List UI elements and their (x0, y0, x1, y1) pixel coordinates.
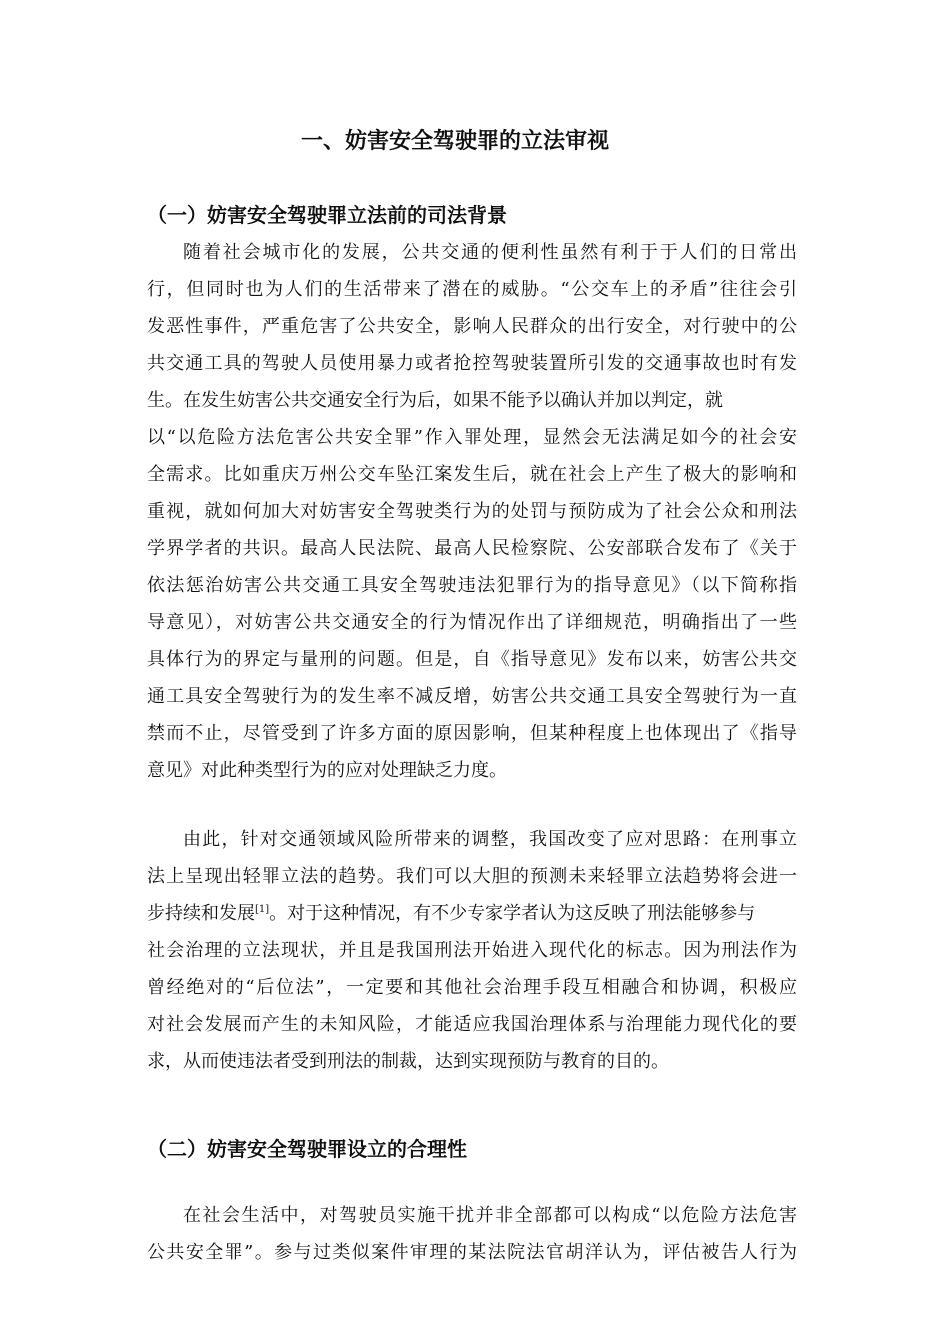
paragraph-line: 社会治理的立法现状，并且是我国刑法开始进入现代化的标志。因为刑法作为 (147, 940, 797, 961)
page-title: 一、妨害安全驾驶罪的立法审视 (300, 129, 609, 154)
paragraph-line: 曾经绝对的“后位法”，一定要和其他社会治理手段互相融合和协调，积极应 (147, 977, 797, 998)
paragraph-line: 由此，针对交通领域风险所带来的调整，我国改变了应对思路：在刑事立 (183, 829, 797, 850)
paragraph-line: 随着社会城市化的发展，公共交通的便利性虽然有利于于人们的日常出 (183, 242, 797, 263)
paragraph-line: 具体行为的界定与量刑的问题。但是，自《指导意见》发布以来，妨害公共交 (147, 649, 797, 670)
paragraph-line: 公共安全罪”。参与过类似案件审理的某法院法官胡洋认为，评估被告人行为 (147, 1242, 797, 1263)
text-span: 步持续和发展 (147, 903, 255, 924)
paragraph-line: 共交通工具的驾驶人员使用暴力或者抢控驾驶装置所引发的交通事故也时有发 (147, 353, 797, 374)
paragraph-line: 行，但同时也为人们的生活带来了潜在的威胁。“公交车上的矛盾”往往会引 (147, 279, 797, 300)
paragraph-line: 导意见），对妨害公共交通安全的行为情况作出了详细规范，明确指出了一些 (147, 612, 797, 633)
paragraph-line: 重视，就如何加大对妨害安全驾驶类行为的处罚与预防成为了社会公众和刑法 (147, 501, 797, 522)
paragraph-line: 通工具安全驾驶行为的发生率不减反增，妨害公共交通工具安全驾驶行为一直 (147, 686, 797, 707)
paragraph-line: 禁而不止，尽管受到了许多方面的原因影响，但某种程度上也体现出了《指导 (147, 723, 797, 744)
section-heading-1: （一）妨害安全驾驶罪立法前的司法背景 (147, 203, 507, 227)
text-span: 。对于这种情况，有不少专家学者认为这反映了刑法能够参与 (269, 903, 756, 924)
paragraph-line: 意见》对此种类型行为的应对处理缺乏力度。 (147, 760, 507, 781)
paragraph-line: 法上呈现出轻罪立法的趋势。我们可以大胆的预测未来轻罪立法趋势将会进一 (147, 866, 797, 887)
paragraph-line: 以“以危险方法危害公共安全罪”作入罪处理，显然会无法满足如今的社会安 (147, 427, 797, 448)
paragraph-line-with-citation (147, 901, 797, 927)
citation-reference[interactable]: [1] (255, 904, 270, 915)
paragraph-line: 全需求。比如重庆万州公交车坠江案发生后，就在社会上产生了极大的影响和 (147, 464, 797, 485)
paragraph-line: 发恶性事件，严重危害了公共安全，影响人民群众的出行安全，对行驶中的公 (147, 316, 797, 337)
section-heading-2: （二）妨害安全驾驶罪设立的合理性 (147, 1137, 467, 1161)
paragraph-line: 求，从而使违法者受到刑法的制裁，达到实现预防与教育的目的。 (147, 1051, 669, 1072)
paragraph-line: 依法惩治妨害公共交通工具安全驾驶违法犯罪行为的指导意见》（以下简称指 (147, 575, 797, 596)
paragraph-line: 在社会生活中，对驾驶员实施干扰并非全部都可以构成“以危险方法危害 (183, 1205, 797, 1226)
paragraph-line: 生。在发生妨害公共交通安全行为后，如果不能予以确认并加以判定，就 (147, 390, 723, 411)
paragraph-line: 学界学者的共识。最高人民法院、最高人民检察院、公安部联合发布了《关于 (147, 538, 797, 559)
paragraph-line: 对社会发展而产生的未知风险，才能适应我国治理体系与治理能力现代化的要 (147, 1014, 797, 1035)
